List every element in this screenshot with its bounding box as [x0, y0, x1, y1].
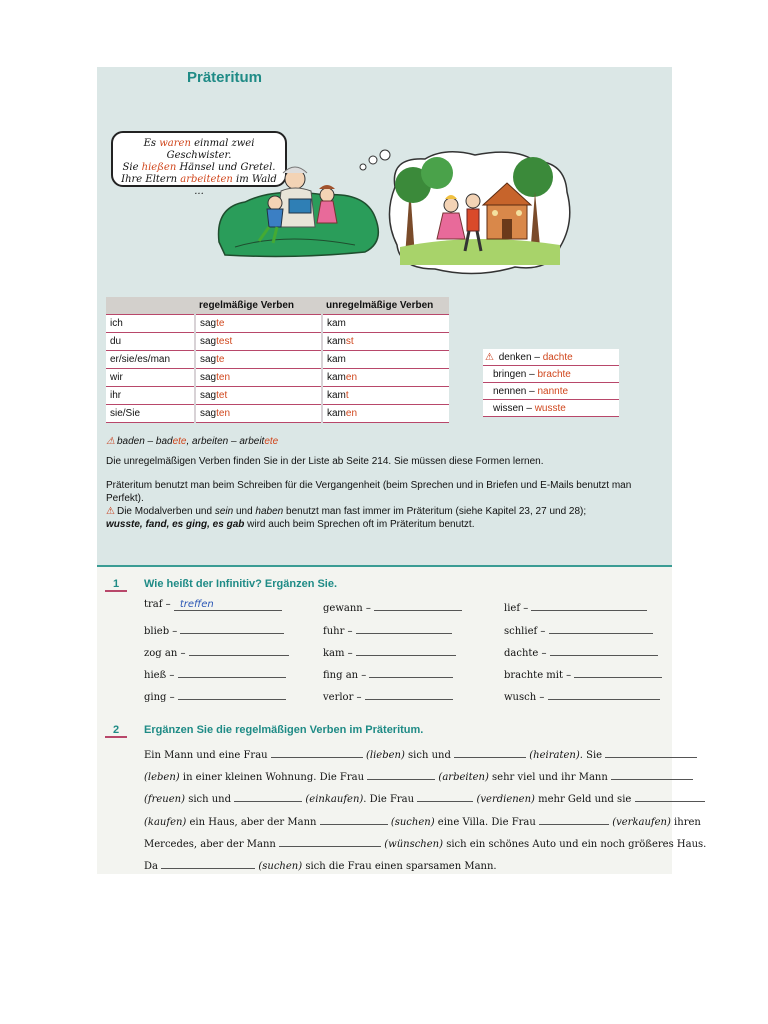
handwritten-answer: treffen [179, 599, 214, 610]
exercise-1-item: schlief – [504, 622, 653, 637]
exercise-1-title: Wie heißt der Infinitiv? Ergänzen Sie. [144, 578, 338, 590]
answer-blank[interactable] [549, 622, 653, 634]
mixed-verb-item: bringen – brachte [483, 366, 619, 383]
exercise-1-item: hieß – [144, 666, 286, 681]
fairy-tale-illustration [215, 147, 575, 277]
table-header-cell: unregelmäßige Verben [322, 297, 449, 315]
answer-blank[interactable] [635, 791, 705, 802]
answer-blank[interactable] [320, 814, 388, 825]
table-header-cell [106, 297, 195, 315]
table-row [106, 369, 449, 387]
exercise-1-item: lief – [504, 599, 647, 614]
answer-blank[interactable] [180, 622, 284, 634]
regular-verb-cell: sagte [195, 315, 322, 333]
answer-blank[interactable] [174, 599, 282, 611]
bubble-highlight: arbeiteten [180, 174, 233, 185]
answer-blank[interactable] [605, 747, 697, 758]
speech-bubble: Es waren einmal zwei Geschwister. Sie hießen Hänsel und Gretel. Ihre Eltern arbeiteten im Wald ... [111, 131, 287, 187]
exercise-1-item: dachte – [504, 644, 658, 659]
answer-blank[interactable] [539, 814, 609, 825]
exercise-2-line-3: (freuen) sich und (einkaufen). Die Frau (verdienen) mehr Geld und sie [144, 791, 705, 805]
exercise-1-item: ging – [144, 688, 286, 703]
exercise-1-item: zog an – [144, 644, 289, 659]
table-row [106, 387, 449, 405]
answer-blank[interactable] [279, 836, 381, 847]
note-irregular-list: Die unregelmäßigen Verben finden Sie in der Liste ab Seite 214. Sie müssen diese Formen lernen. [106, 456, 544, 467]
exercise-2-number: 2 [105, 724, 127, 738]
answer-blank[interactable] [161, 858, 255, 869]
exercise-1-number: 1 [105, 578, 127, 592]
exercise-1-item: gewann – [323, 599, 462, 614]
exercise-2-line-4: (kaufen) ein Haus, aber der Mann (suchen) eine Villa. Die Frau (verkaufen) ihren [144, 814, 701, 828]
warning-triangle-icon: ⚠ [106, 506, 115, 517]
answer-blank[interactable] [454, 747, 526, 758]
irregular-verb-cell: kamen [322, 369, 449, 387]
warning-triangle-icon: ⚠ [485, 352, 494, 363]
mixed-verb-item: ⚠ denken – dachte [483, 349, 619, 366]
regular-verb-cell: sagten [195, 405, 322, 423]
pronoun-cell: ich [106, 315, 195, 333]
exercise-2-line-6: Da (suchen) sich die Frau einen sparsamen Mann. [144, 858, 497, 872]
answer-blank[interactable] [611, 769, 693, 780]
exercise-2-line-2: (leben) in einer kleinen Wohnung. Die Frau (arbeiten) sehr viel und ihr Mann [144, 769, 693, 783]
answer-blank[interactable] [369, 666, 453, 678]
answer-blank[interactable] [178, 688, 286, 700]
exercise-2-title: Ergänzen Sie die regelmäßigen Verben im Präteritum. [144, 724, 424, 736]
exercise-1-item: traf – treffen [144, 599, 282, 611]
irregular-verb-cell: kam [322, 351, 449, 369]
answer-blank[interactable] [271, 747, 363, 758]
answer-blank[interactable] [189, 644, 289, 656]
answer-blank[interactable] [356, 644, 456, 656]
answer-blank[interactable] [374, 599, 462, 611]
regular-verb-cell: sagtet [195, 387, 322, 405]
grammar-notes [106, 435, 666, 538]
answer-blank[interactable] [548, 688, 660, 700]
exercise-1-item: wusch – [504, 688, 660, 703]
exercise-2-line-1: Ein Mann und eine Frau (lieben) sich und (heiraten). Sie [144, 747, 697, 761]
note-usage: Präteritum benutzt man beim Schreiben für die Vergangenheit (beim Sprechen und in Briefen und E-Mails benutzt man Perfekt). [106, 480, 632, 504]
answer-blank[interactable] [367, 769, 435, 780]
warning-triangle-icon: ⚠ [106, 436, 115, 447]
pronoun-cell: du [106, 333, 195, 351]
exercise-1-item: fing an – [323, 666, 453, 681]
answer-blank[interactable] [234, 791, 302, 802]
conjugation-table [106, 297, 449, 423]
note-modal: ⚠ Die Modalverben und sein und haben benutzt man fast immer im Präteritum (siehe Kapitel 23, 27 und 28); wusste, fand, es ging, es gab wird auch beim Sprechen oft im Präteritum benutzt. [106, 506, 587, 530]
section-divider [97, 565, 672, 567]
answer-blank[interactable] [531, 599, 647, 611]
note-baden: ⚠ baden – badete, arbeiten – arbeitete [106, 436, 279, 447]
mixed-verb-item: nennen – nannte [483, 383, 619, 400]
irregular-verb-cell: kamen [322, 405, 449, 423]
answer-blank[interactable] [178, 666, 286, 678]
mixed-verbs-list [483, 349, 619, 417]
irregular-verb-cell: kamst [322, 333, 449, 351]
answer-blank[interactable] [550, 644, 658, 656]
regular-verb-cell: sagten [195, 369, 322, 387]
workbook-page [97, 67, 707, 874]
irregular-verb-cell: kamt [322, 387, 449, 405]
answer-blank[interactable] [356, 622, 452, 634]
pronoun-cell: wir [106, 369, 195, 387]
exercise-1-item: fuhr – [323, 622, 452, 637]
table-header-cell: regelmäßige Verben [195, 297, 322, 315]
exercise-2-line-5: Mercedes, aber der Mann (wünschen) sich ein schönes Auto und ein noch größeres Haus. [144, 836, 706, 850]
regular-verb-cell: sagte [195, 351, 322, 369]
bubble-highlight: waren [159, 138, 191, 149]
regular-verb-cell: sagtest [195, 333, 322, 351]
table-row [106, 333, 449, 351]
exercise-1-item: kam – [323, 644, 456, 659]
table-header-row [106, 297, 449, 315]
answer-blank[interactable] [365, 688, 453, 700]
page-title: Präteritum [187, 69, 263, 86]
irregular-verb-cell: kam [322, 315, 449, 333]
pronoun-cell: ihr [106, 387, 195, 405]
exercise-1-item: blieb – [144, 622, 284, 637]
pronoun-cell: sie/Sie [106, 405, 195, 423]
bubble-highlight: hießen [141, 162, 177, 173]
pronoun-cell: er/sie/es/man [106, 351, 195, 369]
exercise-1-item: brachte mit – [504, 666, 662, 681]
table-row [106, 315, 449, 333]
answer-blank[interactable] [417, 791, 473, 802]
mixed-verb-item: wissen – wusste [483, 400, 619, 417]
table-row [106, 405, 449, 423]
exercise-1-item: verlor – [323, 688, 453, 703]
answer-blank[interactable] [574, 666, 662, 678]
table-row [106, 351, 449, 369]
